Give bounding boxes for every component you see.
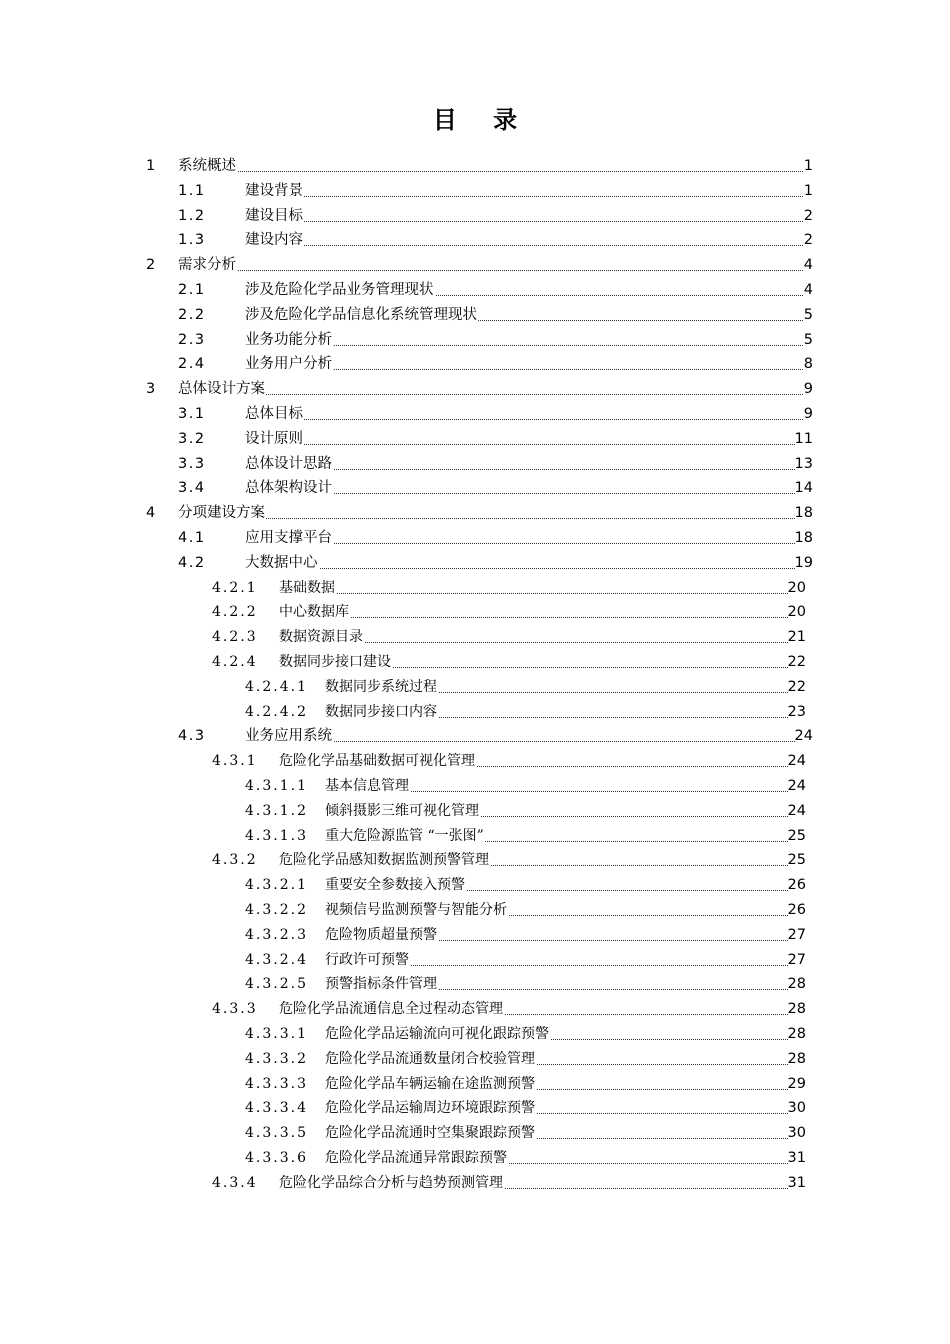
toc-entry-label: 总体架构设计 [245, 480, 332, 497]
toc-entry[interactable] [0, 596, 950, 621]
toc-leader-dots [245, 221, 811, 222]
toc-entry-page: 23 [787, 703, 806, 720]
toc-entry-page: 25 [787, 852, 806, 869]
toc-entry-page: 2 [803, 232, 813, 249]
toc-entry-page: 4 [803, 257, 813, 274]
toc-entry-label: 视频信号监测预警与智能分析 [325, 902, 507, 918]
toc-entry[interactable] [0, 696, 950, 721]
toc-leader-dots [245, 196, 811, 197]
toc-entry-label: 倾斜摄影三维可视化管理 [325, 802, 479, 819]
toc-entry-page: 26 [787, 902, 806, 918]
toc-entry[interactable] [0, 348, 950, 373]
toc-entry-label: 总体设计思路 [245, 455, 332, 472]
toc-entry[interactable] [0, 472, 950, 497]
toc-entry-page: 27 [787, 951, 806, 968]
toc-entry-number: 4.3.3.4 [245, 1100, 308, 1117]
toc-entry-label: 危险化学品感知数据监测预警管理 [279, 852, 489, 869]
toc-entry-page: 9 [803, 381, 813, 398]
toc-entry-label: 数据资源目录 [279, 629, 363, 646]
toc-entry-page: 18 [794, 505, 813, 522]
toc-entry[interactable] [0, 770, 950, 795]
toc-entry-page: 18 [794, 530, 813, 546]
toc-entry-number: 4.3.2 [212, 852, 258, 869]
toc-entry-page: 20 [787, 604, 806, 621]
toc-entry-label: 数据同步系统过程 [325, 678, 437, 695]
toc-entry-label: 系统概述 [178, 158, 236, 174]
toc-entry-label: 总体目标 [245, 406, 303, 422]
toc-entry[interactable] [0, 1092, 950, 1117]
toc-entry[interactable] [0, 795, 950, 820]
toc-entry-page: 28 [787, 976, 806, 993]
toc-entry-label: 重要安全参数接入预警 [325, 877, 465, 894]
toc-entry-page: 20 [787, 579, 806, 596]
toc-entry[interactable] [0, 621, 950, 646]
toc-leader-dots [279, 617, 804, 618]
toc-entry-number: 4.2.2 [212, 604, 258, 621]
toc-entry-page: 1 [803, 158, 813, 174]
toc-entry[interactable] [0, 919, 950, 944]
toc-entry-page: 29 [787, 1075, 806, 1092]
toc-entry[interactable] [0, 869, 950, 894]
toc-entry-label: 建设目标 [245, 207, 303, 224]
toc-entry-label: 危险化学品综合分析与趋势预测管理 [279, 1174, 503, 1191]
page-title: 目 录 [432, 106, 532, 134]
toc-entry-label: 设计原则 [245, 430, 303, 447]
toc-entry-number: 4.3.3.1 [245, 1026, 308, 1042]
toc-entry-label: 建设内容 [245, 232, 303, 249]
toc-entry-number: 4.3.2.1 [245, 877, 308, 894]
toc-entry[interactable] [0, 1167, 950, 1192]
toc-entry-page: 5 [803, 331, 813, 348]
toc-leader-dots [245, 568, 811, 569]
toc-entry-number: 4.1 [178, 530, 206, 546]
toc-entry-label: 大数据中心 [245, 554, 318, 571]
toc-entry-page: 31 [787, 1150, 806, 1166]
toc-entry-number: 4.3.3.5 [245, 1125, 308, 1142]
toc-entry[interactable] [0, 993, 950, 1018]
toc-entry-label: 中心数据库 [279, 604, 349, 621]
toc-leader-dots [178, 394, 811, 395]
toc-entry-page: 24 [787, 753, 806, 770]
toc-entry-page: 13 [794, 455, 813, 472]
toc-entry-label: 建设背景 [245, 182, 303, 199]
toc-entry-number: 2 [146, 257, 156, 274]
toc-entry-page: 1 [803, 182, 813, 199]
toc-entry[interactable] [0, 324, 950, 349]
toc-entry-page: 14 [794, 480, 813, 497]
toc-entry-page: 27 [787, 926, 806, 943]
toc-entry-page: 21 [787, 629, 806, 646]
toc-entry-label: 危险化学品流通异常跟踪预警 [325, 1150, 507, 1166]
toc-entry-label: 数据同步接口内容 [325, 703, 437, 720]
toc-entry-number: 1.3 [178, 232, 206, 249]
toc-entry-number: 4.2.3 [212, 629, 258, 646]
toc-entry-label: 分项建设方案 [178, 505, 265, 522]
toc-entry-number: 2.4 [178, 356, 206, 373]
toc-entry-number: 4 [146, 505, 156, 522]
toc-entry-page: 28 [787, 1001, 806, 1018]
toc-entry[interactable] [0, 1043, 950, 1068]
toc-entry-number: 4.2.4.1 [245, 678, 308, 695]
toc-entry-label: 总体设计方案 [178, 381, 265, 398]
toc-entry-number: 2.3 [178, 331, 206, 348]
toc-entry[interactable] [0, 1117, 950, 1142]
toc-entry-page: 4 [803, 282, 813, 298]
toc-leader-dots [245, 444, 811, 445]
toc-entry[interactable] [0, 249, 950, 274]
toc-entry[interactable] [0, 299, 950, 324]
toc-entry-label: 业务应用系统 [245, 728, 332, 745]
toc-entry-number: 4.3.2.2 [245, 902, 308, 918]
toc-entry[interactable] [0, 423, 950, 448]
toc-entry[interactable] [0, 1068, 950, 1093]
toc-entry[interactable] [0, 497, 950, 522]
toc-entry-label: 涉及危险化学品信息化系统管理现状 [245, 306, 477, 323]
toc-leader-dots [178, 270, 811, 271]
toc-entry-label: 业务功能分析 [245, 331, 332, 348]
toc-entry-page: 22 [787, 654, 806, 670]
toc-entry-label: 危险化学品流通时空集聚跟踪预警 [325, 1125, 535, 1142]
toc-entry[interactable] [0, 373, 950, 398]
toc-entry-label: 需求分析 [178, 257, 236, 274]
toc-entry-number: 1 [146, 158, 156, 174]
toc-entry[interactable] [0, 745, 950, 770]
toc-leader-dots [279, 593, 804, 594]
toc-entry-label: 应用支撑平台 [245, 530, 332, 546]
toc-entry-label: 危险化学品车辆运输在途监测预警 [325, 1075, 535, 1092]
toc-entry-number: 4.3.1.1 [245, 778, 308, 794]
toc-entry[interactable] [0, 646, 950, 671]
toc-entry-page: 28 [787, 1050, 806, 1067]
toc-entry-page: 2 [803, 207, 813, 224]
toc-entry-number: 4.3.1 [212, 753, 258, 770]
toc-entry-number: 2.1 [178, 282, 206, 298]
toc-entry-number: 3 [146, 381, 156, 398]
toc-leader-dots [245, 419, 811, 420]
toc-entry-page: 8 [803, 356, 813, 373]
toc-entry-page: 25 [787, 827, 806, 844]
toc-entry-page: 30 [787, 1125, 806, 1142]
toc-entry-label: 业务用户分析 [245, 356, 332, 373]
toc-entry-label: 数据同步接口建设 [279, 654, 391, 670]
toc-entry[interactable] [0, 572, 950, 597]
toc-entry-label: 危险化学品运输流向可视化跟踪预警 [325, 1026, 549, 1042]
toc-entry-label: 危险化学品流通信息全过程动态管理 [279, 1001, 503, 1018]
toc-entry-number: 3.4 [178, 480, 206, 497]
toc-entry[interactable] [0, 200, 950, 225]
toc-entry[interactable] [0, 522, 950, 547]
toc-entry-label: 基本信息管理 [325, 778, 409, 794]
toc-entry-number: 4.3.3.2 [245, 1050, 308, 1067]
toc-entry-page: 19 [794, 554, 813, 571]
toc-entry-page: 28 [787, 1026, 806, 1042]
toc-entry-number: 2.2 [178, 306, 206, 323]
toc-entry-page: 30 [787, 1100, 806, 1117]
toc-entry[interactable] [0, 224, 950, 249]
toc-entry[interactable] [0, 820, 950, 845]
toc-entry[interactable] [0, 944, 950, 969]
toc-entry[interactable] [0, 150, 950, 175]
toc-entry[interactable] [0, 448, 950, 473]
toc-entry-number: 4.3.1.2 [245, 802, 308, 819]
toc-entry-page: 26 [787, 877, 806, 894]
toc-entry-number: 4.3 [178, 728, 206, 745]
toc-entry[interactable] [0, 968, 950, 993]
toc-entry[interactable] [0, 547, 950, 572]
toc-entry[interactable] [0, 671, 950, 696]
toc-entry[interactable] [0, 1018, 950, 1043]
toc-entry-page: 11 [794, 430, 813, 447]
toc-leader-dots [178, 518, 811, 519]
toc-entry-page: 24 [787, 778, 806, 794]
toc-entry-label: 基础数据 [279, 579, 335, 596]
toc-entry-number: 4.3.3 [212, 1001, 258, 1018]
toc-entry-number: 1.1 [178, 182, 206, 199]
toc-entry-page: 5 [803, 306, 813, 323]
toc-entry-number: 4.3.3.3 [245, 1075, 308, 1092]
toc-entry-label: 危险化学品运输周边环境跟踪预警 [325, 1100, 535, 1117]
toc-entry-label: 预警指标条件管理 [325, 976, 437, 993]
toc-entry-number: 4.3.2.5 [245, 976, 308, 993]
toc-leader-dots [245, 245, 811, 246]
toc-entry-label: 危险化学品流通数量闭合校验管理 [325, 1050, 535, 1067]
toc-entry-number: 4.3.1.3 [245, 827, 308, 844]
toc-leader-dots [178, 171, 811, 172]
toc-entry[interactable] [0, 274, 950, 299]
toc-entry-number: 3.3 [178, 455, 206, 472]
toc-entry[interactable] [0, 1142, 950, 1167]
toc-entry-label: 重大危险源监管 “一张图” [325, 827, 484, 844]
toc-entry-label: 行政许可预警 [325, 951, 409, 968]
toc-entry[interactable] [0, 894, 950, 919]
toc-entry-page: 22 [787, 678, 806, 695]
toc-entry-number: 4.3.4 [212, 1174, 258, 1191]
toc-entry[interactable] [0, 844, 950, 869]
toc-entry-number: 4.2.4 [212, 654, 258, 670]
toc-entry-number: 4.3.2.4 [245, 951, 308, 968]
toc-entry-page: 24 [794, 728, 813, 745]
toc-entry-number: 3.1 [178, 406, 206, 422]
toc-entry[interactable] [0, 720, 950, 745]
toc-entry-page: 31 [787, 1174, 806, 1191]
toc-entry-page: 24 [787, 802, 806, 819]
toc-entry-number: 4.3.3.6 [245, 1150, 308, 1166]
toc-entry-number: 4.3.2.3 [245, 926, 308, 943]
toc-entry-number: 4.2 [178, 554, 206, 571]
toc-entry-label: 涉及危险化学品业务管理现状 [245, 282, 434, 298]
toc-entry-page: 9 [803, 406, 813, 422]
toc-entry[interactable] [0, 175, 950, 200]
toc-entry-number: 4.2.4.2 [245, 703, 308, 720]
toc-entry-number: 4.2.1 [212, 579, 258, 596]
toc-entry-number: 1.2 [178, 207, 206, 224]
toc-entry-number: 3.2 [178, 430, 206, 447]
toc-entry[interactable] [0, 398, 950, 423]
toc-entry-label: 危险物质超量预警 [325, 926, 437, 943]
toc-entry-label: 危险化学品基础数据可视化管理 [279, 753, 475, 770]
